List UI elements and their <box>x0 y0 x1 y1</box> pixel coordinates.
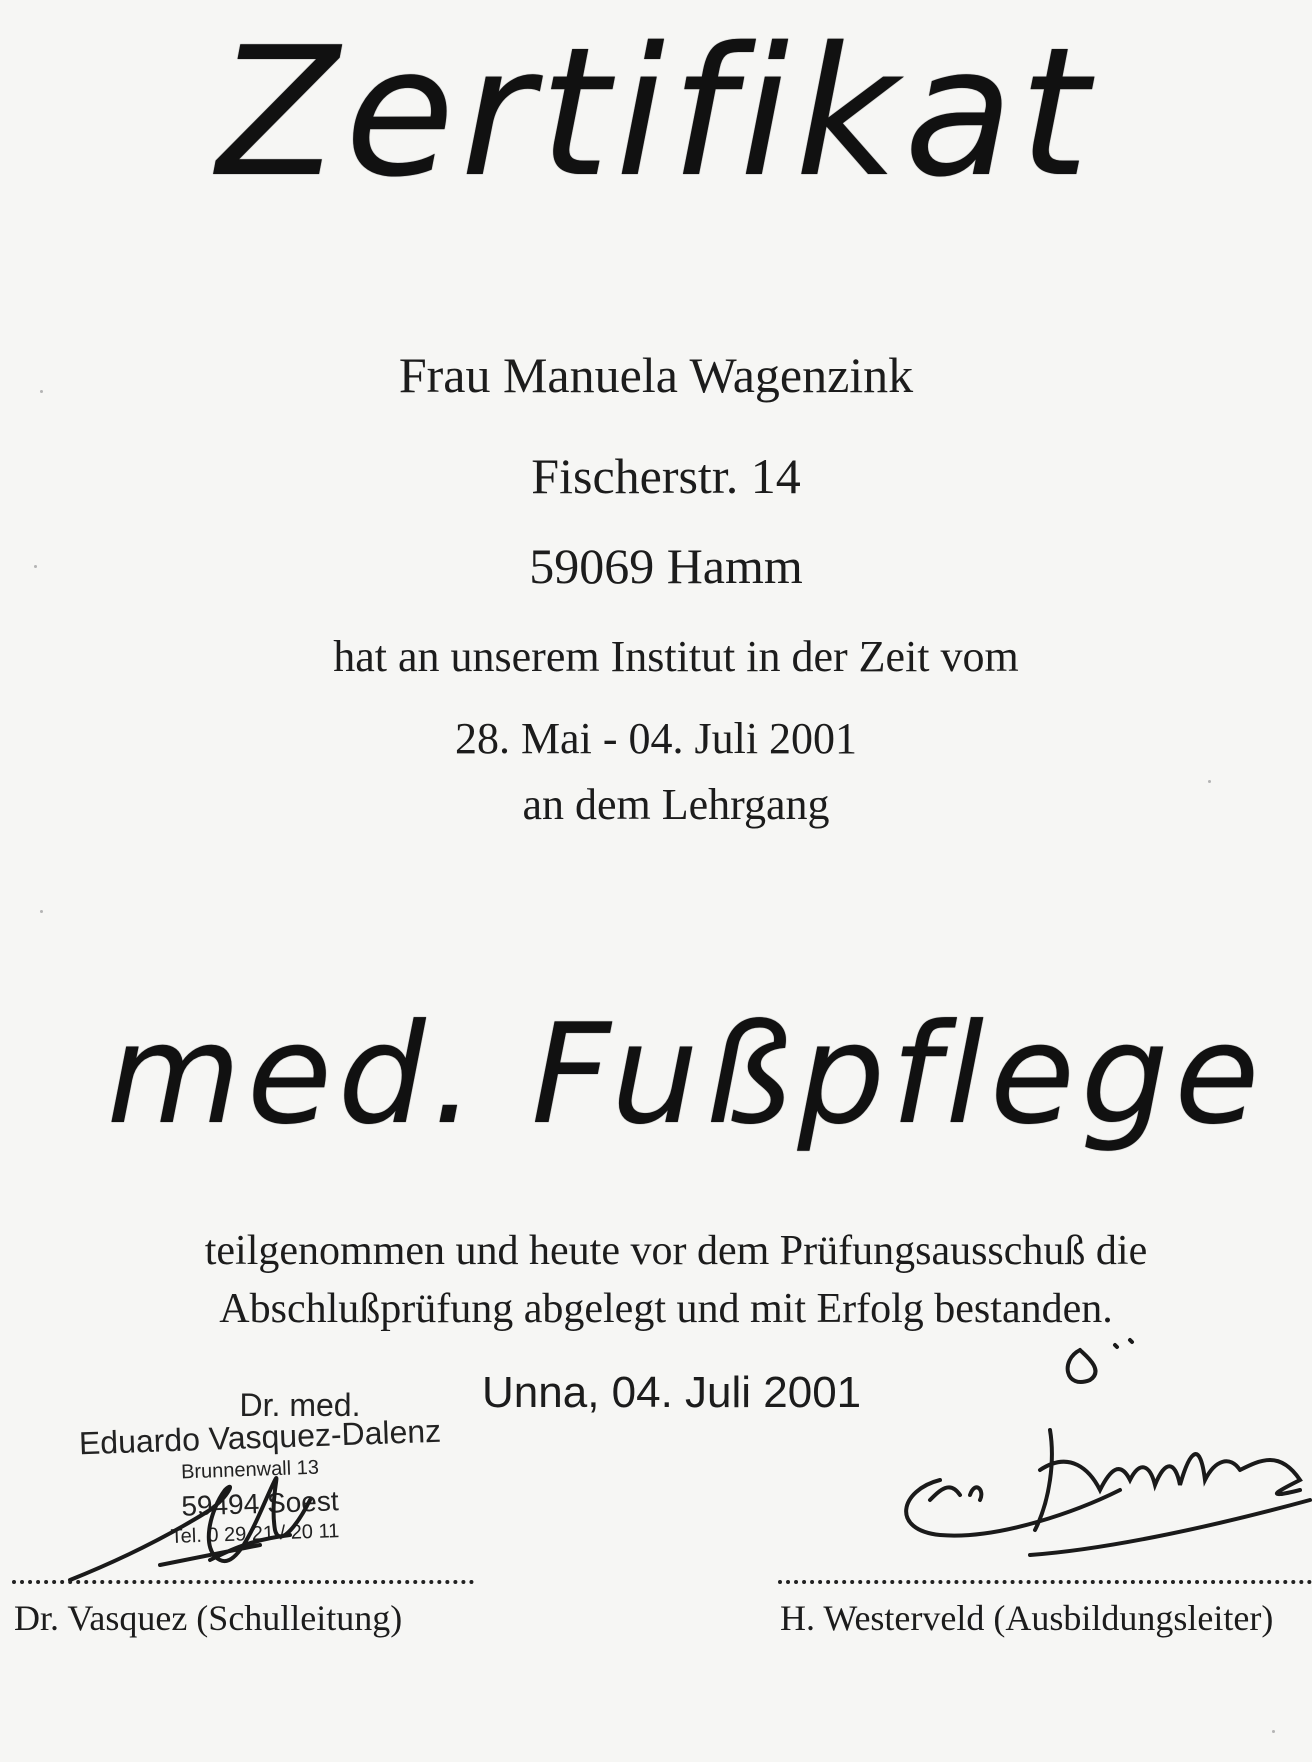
course-dates: 28. Mai - 04. Juli 2001 <box>454 714 858 763</box>
signature-line-left <box>12 1580 474 1584</box>
intro-text: hat an unserem Institut in der Zeit vom <box>333 632 1019 681</box>
place-and-date: Unna, 04. Juli 2001 <box>482 1368 862 1417</box>
stamp-street: Brunnenwall 13 <box>180 1456 320 1484</box>
certificate-title: Zertifikat <box>217 9 1095 216</box>
scan-speck <box>1272 1730 1275 1733</box>
recipient-city: 59069 Hamm <box>529 538 803 594</box>
closing-text-line-2: Abschlußprüfung abgelegt und mit Erfolg bestanden. <box>219 1286 1113 1332</box>
right-signature-image <box>880 1330 1312 1570</box>
signatory-right: H. Westerveld (Ausbildungsleiter) <box>780 1598 1274 1638</box>
recipient-name: Frau Manuela Wagenzink <box>398 347 914 403</box>
stamp-city: 59494 Soest <box>180 1485 340 1522</box>
stamp-phone: Tel. 0 29 21 / 20 11 <box>170 1520 340 1548</box>
signature-line-right <box>778 1580 1312 1584</box>
signatory-left: Dr. Vasquez (Schulleitung) <box>14 1598 403 1638</box>
scan-speck <box>40 910 43 913</box>
stamp-name: Eduardo Vasquez-Dalenz <box>78 1412 442 1462</box>
recipient-street: Fischerstr. 14 <box>531 448 801 504</box>
course-name: med. Fußpflege <box>106 994 1266 1155</box>
left-signature-image <box>60 1440 380 1590</box>
closing-text-line-1: teilgenommen und heute vor dem Prüfungsausschuß die <box>204 1228 1148 1274</box>
stamp-title: Dr. med. <box>239 1387 361 1423</box>
course-intro-text: an dem Lehrgang <box>522 780 830 829</box>
